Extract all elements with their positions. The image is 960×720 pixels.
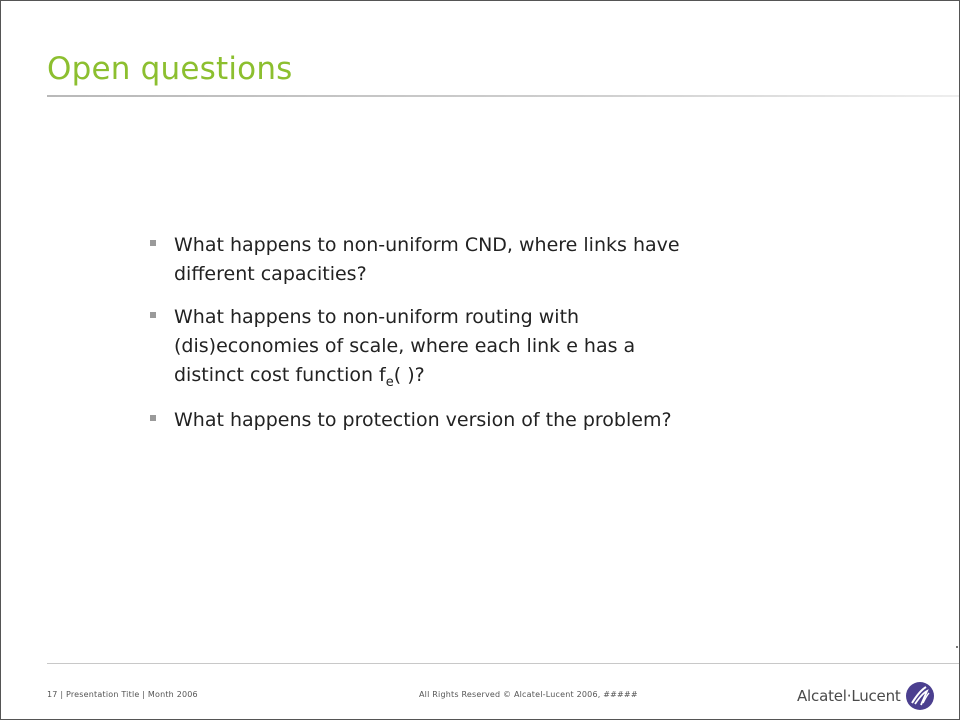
bullet-text: What happens to non-uniform CND, where links have different capacities? <box>174 234 680 285</box>
logo-wordmark: Alcatel·Lucent <box>797 687 901 705</box>
edge-mark <box>956 646 958 648</box>
slide-title: Open questions <box>47 51 293 87</box>
square-bullet-icon <box>150 240 156 246</box>
footer-copyright: All Rights Reserved © Alcatel-Lucent 2006, ##### <box>419 690 638 699</box>
title-divider <box>47 95 959 97</box>
square-bullet-icon <box>150 415 156 421</box>
footer-slide-info: 17 | Presentation Title | Month 2006 <box>47 690 198 699</box>
bullet-text <box>174 306 636 390</box>
bullet-item <box>149 231 789 289</box>
bullet-item <box>149 303 789 392</box>
subscript-e: e <box>385 375 394 390</box>
alcatel-lucent-globe-icon <box>905 681 935 711</box>
bullet-text: What happens to protection version of the problem? <box>174 409 672 431</box>
square-bullet-icon <box>150 312 156 318</box>
bullet-list <box>149 231 789 449</box>
footer-divider <box>47 663 959 664</box>
bullet-item <box>149 406 789 435</box>
bullet-text-end: ( )? <box>393 364 425 386</box>
bullet-text-start: What happens to non-uniform routing with (dis)economies of scale, where each link e has a distinct cost function f <box>174 306 636 386</box>
alcatel-lucent-logo <box>797 681 937 711</box>
